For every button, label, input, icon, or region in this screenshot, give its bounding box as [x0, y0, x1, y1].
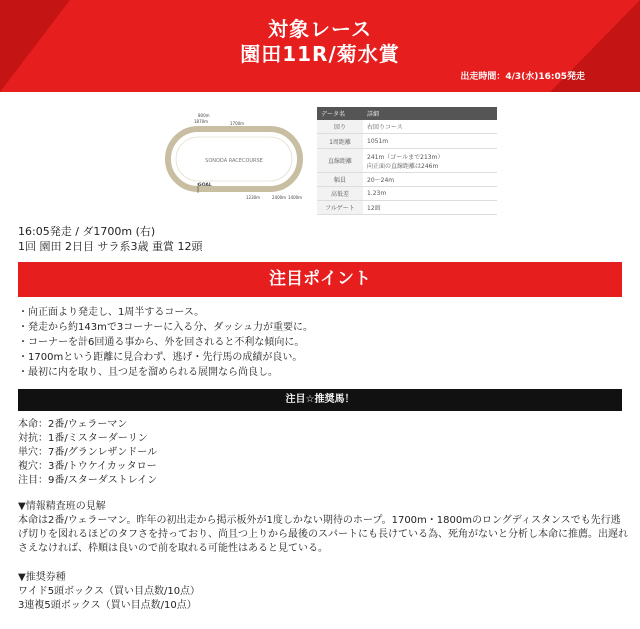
table-key: フルゲート: [317, 201, 363, 215]
table-key: 高低差: [317, 187, 363, 201]
map-label-800m: 800m: [198, 113, 210, 118]
race-info-line1: 16:05発走 / ダ1700m (右): [18, 225, 156, 238]
table-key: 幅員: [317, 173, 363, 187]
table-header-row: [317, 107, 497, 120]
table-header-name: データ名: [317, 107, 363, 120]
list-item: ・1700mという距離に見合わず、逃げ・先行馬の成績が良い。: [18, 352, 303, 363]
race-info-line2: 1回 園田 2日目 サラ系3歳 重賞 12頭: [18, 240, 203, 253]
list-item: 対抗：1番/ミスターダーリン: [18, 433, 148, 444]
race-info: [18, 224, 202, 254]
list-item: 注目：9番/スターダストレイン: [18, 475, 158, 486]
recommended-horses: [18, 418, 157, 488]
list-item: ・発走から約143mで3コーナーに入る分、ダッシュ力が重要に。: [18, 322, 313, 333]
table-header-detail: 詳細: [363, 107, 497, 120]
table-row: [317, 173, 497, 187]
recommend-section-title: 注目☆推奨馬！: [18, 389, 622, 411]
tickets-heading: ▼推奨券種: [18, 572, 66, 583]
list-item: ・最初に内を取り、且つ足を溜められる展開なら尚良し。: [18, 367, 278, 378]
analysis-block: [18, 500, 628, 556]
list-item: ・向正面より発走し、1周半するコース。: [18, 307, 205, 318]
table-value: 1051m: [363, 134, 497, 149]
map-label-1870m: 1870m: [194, 119, 209, 124]
race-title: 園田11R/菊水賞: [240, 42, 400, 66]
map-label-1700m: 1700m: [230, 121, 245, 126]
table-key: 1周距離: [317, 134, 363, 149]
table-value: 12頭: [363, 201, 497, 215]
table-key: 回り: [317, 120, 363, 134]
list-item: ワイド5頭ボックス（買い目点数/10点）: [18, 586, 201, 597]
points-section-title: 注目ポイント: [18, 262, 622, 297]
list-item: 3連複5頭ボックス（買い目点数/10点）: [18, 600, 197, 611]
analysis-heading: ▼情報精査班の見解: [18, 501, 106, 512]
tickets-block: [18, 571, 200, 613]
table-value: 1.23m: [363, 187, 497, 201]
list-item: 単穴：7番/グランレザンドール: [18, 447, 158, 458]
points-list: [18, 305, 313, 380]
course-map-graphic: [160, 107, 310, 202]
table-row: [317, 187, 497, 201]
list-item: ・コーナーを計6回通る事から、外を回されると不利な傾向に。: [18, 337, 305, 348]
list-item: 複穴：3番/トウケイカッタロー: [18, 461, 157, 472]
header-label: 対象レース: [268, 17, 372, 41]
race-header-banner: [0, 0, 640, 92]
table-row: [317, 120, 497, 134]
table-row: [317, 149, 497, 173]
course-map-name: SONODA RACECOURSE: [205, 158, 263, 164]
table-key: 直線距離: [317, 149, 363, 173]
map-label-2400m: 2400m: [272, 195, 287, 200]
course-data-table: [317, 107, 497, 215]
map-label-goal: GOAL: [198, 183, 212, 188]
start-time: 出走時間：4/3(水)16:05発走: [460, 72, 585, 82]
list-item: 本命：2番/ウェラーマン: [18, 419, 128, 430]
map-label-1230m: 1230m: [246, 195, 261, 200]
map-label-1400m: 1400m: [288, 195, 303, 200]
table-value: 241m（ゴールまで213m） 向正面の直線距離は246m: [363, 149, 497, 173]
table-row: [317, 201, 497, 215]
course-map: [160, 107, 310, 202]
table-row: [317, 134, 497, 149]
table-value: 20〜24m: [363, 173, 497, 187]
table-value: 右回りコース: [363, 120, 497, 134]
analysis-body: 本命は2番/ウェラーマン。昨年の初出走から掲示板外が1度しかない期待のホープ。1700m・1800mのロングディスタンスでも先行逃げ切りを図れるほどのタフさを持っており、尚且つ上りから最後のスパートにも長けている為、死角がないと分析し本命に推薦。出遅れさえなければ、枠順は良いので前を取れる可能性はあると見ている。: [18, 515, 628, 554]
